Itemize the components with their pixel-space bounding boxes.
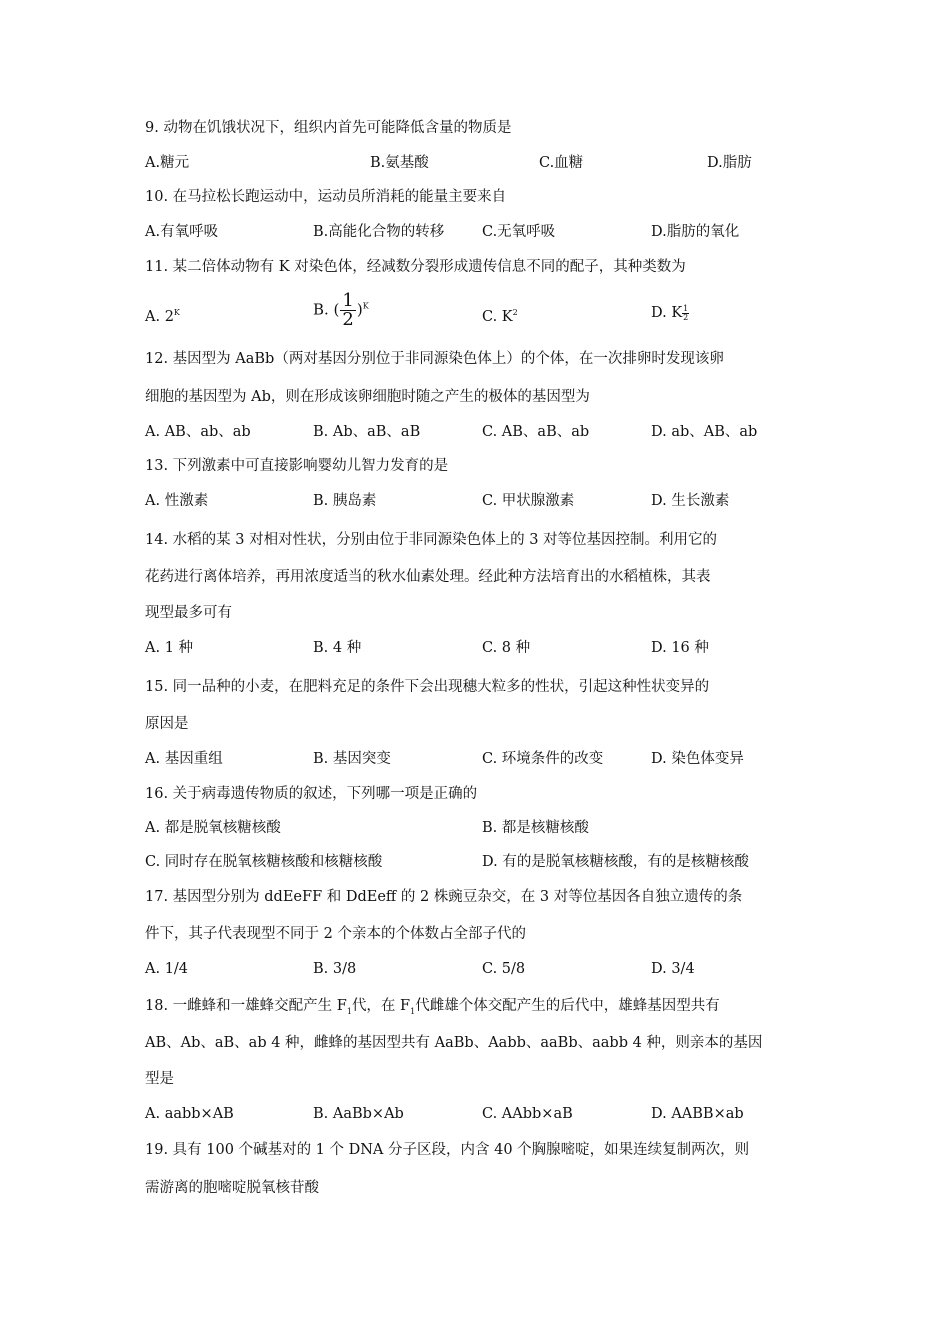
- question-18-stem-line1: [145, 996, 720, 1022]
- question-18-option-a: A. aabb×AB: [145, 1106, 234, 1122]
- question-14-stem-line3: 现型最多可有: [145, 605, 232, 621]
- question-16-option-b: B. 都是核糖核酸: [482, 820, 589, 836]
- question-18-stem-line2: AB、Ab、aB、ab 4 种，雌蜂的基因型共有 AaBb、Aabb、aaBb、aabb 4 种，则亲本的基因: [145, 1035, 763, 1051]
- question-15-option-a: A. 基因重组: [145, 751, 223, 767]
- question-11-stem: 11. 某二倍体动物有 K 对染色体，经减数分裂形成遗传信息不同的配子，其种类数为: [145, 259, 686, 275]
- question-17-stem-line1: 17. 基因型分别为 ddEeFF 和 DdEeff 的 2 株豌豆杂交，在 3 对等位基因各自独立遗传的条: [145, 889, 743, 905]
- question-17-option-d: D. 3/4: [651, 961, 695, 977]
- question-13-option-c: C. 甲状腺激素: [482, 493, 575, 509]
- question-12-stem-line2: 细胞的基因型为 Ab，则在形成该卵细胞时随之产生的极体的基因型为: [145, 389, 590, 405]
- question-17-stem-line2: 件下，其子代表现型不同于 2 个亲本的个体数占全部子代的: [145, 926, 526, 942]
- question-12-option-a: A. AB、ab、ab: [145, 424, 251, 440]
- question-10-option-c: C.无氧呼吸: [482, 224, 556, 240]
- question-13-stem: 13. 下列激素中可直接影响婴幼儿智力发育的是: [145, 458, 449, 474]
- question-13-option-b: B. 胰岛素: [313, 493, 377, 509]
- question-14-option-d: D. 16 种: [651, 640, 709, 656]
- question-17-option-a: A. 1/4: [145, 961, 189, 977]
- question-9-stem: 9. 动物在饥饿状况下，组织内首先可能降低含量的物质是: [145, 120, 512, 136]
- question-15-stem-line1: 15. 同一品种的小麦，在肥料充足的条件下会出现穗大粒多的性状，引起这种性状变异的: [145, 679, 710, 695]
- option-b-exponent: K: [362, 301, 369, 311]
- question-9-option-d: D.脂肪: [707, 155, 752, 171]
- question-12-stem-line1: 12. 基因型为 AaBb（两对基因分别位于非同源染色体上）的个体，在一次排卵时发现该卵: [145, 351, 724, 367]
- question-11-option-a: [145, 303, 180, 327]
- question-10-option-a: A.有氧呼吸: [145, 224, 219, 240]
- question-18-option-d: D. AABB×ab: [651, 1106, 744, 1122]
- option-b-close: ): [356, 300, 363, 319]
- option-b-numerator: 1: [342, 290, 354, 311]
- question-10-option-d: D.脂肪的氧化: [651, 224, 740, 240]
- question-10-option-b: B.高能化合物的转移: [313, 224, 445, 240]
- question-11-option-c: [482, 303, 518, 327]
- option-c-exponent: 2: [512, 308, 518, 317]
- question-18-option-c: C. AAbb×aB: [482, 1106, 573, 1122]
- question-11-option-d: [651, 303, 689, 323]
- question-16-stem: 16. 关于病毒遗传物质的叙述，下列哪一项是正确的: [145, 786, 478, 802]
- option-d-exponent-fraction: [682, 305, 689, 322]
- option-b-denominator: 2: [342, 309, 354, 330]
- question-15-option-c: C. 环境条件的改变: [482, 751, 604, 767]
- question-9-option-a: A.糖元: [145, 155, 190, 171]
- question-12-option-d: D. ab、AB、ab: [651, 424, 758, 440]
- stem-subscript-1: 1: [346, 1006, 352, 1016]
- question-16-option-c: C. 同时存在脱氧核糖核酸和核糖核酸: [145, 854, 383, 870]
- question-16-option-d: D. 有的是脱氧核糖核酸，有的是核糖核酸: [482, 854, 749, 870]
- question-14-option-b: B. 4 种: [313, 640, 362, 656]
- option-d-denominator: 2: [683, 313, 689, 323]
- question-12-option-c: C. AB、aB、ab: [482, 424, 590, 440]
- question-14-stem-line1: 14. 水稻的某 3 对相对性状，分别由位于非同源染色体上的 3 对等位基因控制。利用它的: [145, 532, 718, 548]
- option-d-base: D. K: [651, 305, 683, 321]
- question-18-option-b: B. AaBb×Ab: [313, 1106, 404, 1122]
- stem-part-2: 代，在 F: [351, 998, 411, 1014]
- option-a-exponent: K: [173, 308, 180, 317]
- question-14-option-a: A. 1 种: [145, 640, 194, 656]
- question-14-option-c: C. 8 种: [482, 640, 531, 656]
- option-a-base: A. 2: [145, 308, 174, 325]
- option-b-fraction: [340, 292, 355, 329]
- question-9-option-c: C.血糖: [539, 155, 584, 171]
- question-15-option-b: B. 基因突变: [313, 751, 391, 767]
- question-12-option-b: B. Ab、aB、aB: [313, 424, 421, 440]
- stem-part-3: 代雌雄个体交配产生的后代中，雄蜂基因型共有: [415, 998, 720, 1014]
- option-c-base: C. K: [482, 308, 513, 325]
- question-13-option-a: A. 性激素: [145, 493, 209, 509]
- question-13-option-d: D. 生长激素: [651, 493, 730, 509]
- question-18-stem-line3: 型是: [145, 1071, 174, 1087]
- question-17-option-b: B. 3/8: [313, 961, 357, 977]
- question-15-option-d: D. 染色体变异: [651, 751, 744, 767]
- option-b-open: B. (: [313, 300, 340, 319]
- question-17-option-c: C. 5/8: [482, 961, 526, 977]
- question-19-stem-line2: 需游离的胞嘧啶脱氧核苷酸: [145, 1180, 319, 1196]
- option-d-numerator: 1: [683, 304, 689, 314]
- question-15-stem-line2: 原因是: [145, 716, 189, 732]
- question-14-stem-line2: 花药进行离体培养，再用浓度适当的秋水仙素处理。经此种方法培育出的水稻植株，其表: [145, 569, 711, 585]
- stem-subscript-2: 1: [410, 1006, 416, 1016]
- question-10-stem: 10. 在马拉松长跑运动中，运动员所消耗的能量主要来自: [145, 189, 507, 205]
- question-19-stem-line1: 19. 具有 100 个碱基对的 1 个 DNA 分子区段，内含 40 个胸腺嘧啶，如果连续复制两次，则: [145, 1142, 750, 1158]
- question-11-option-b: [313, 292, 369, 329]
- question-9-option-b: B.氨基酸: [370, 155, 429, 171]
- question-16-option-a: A. 都是脱氧核糖核酸: [145, 820, 281, 836]
- stem-part-1: 18. 一雌蜂和一雄蜂交配产生 F: [145, 998, 347, 1014]
